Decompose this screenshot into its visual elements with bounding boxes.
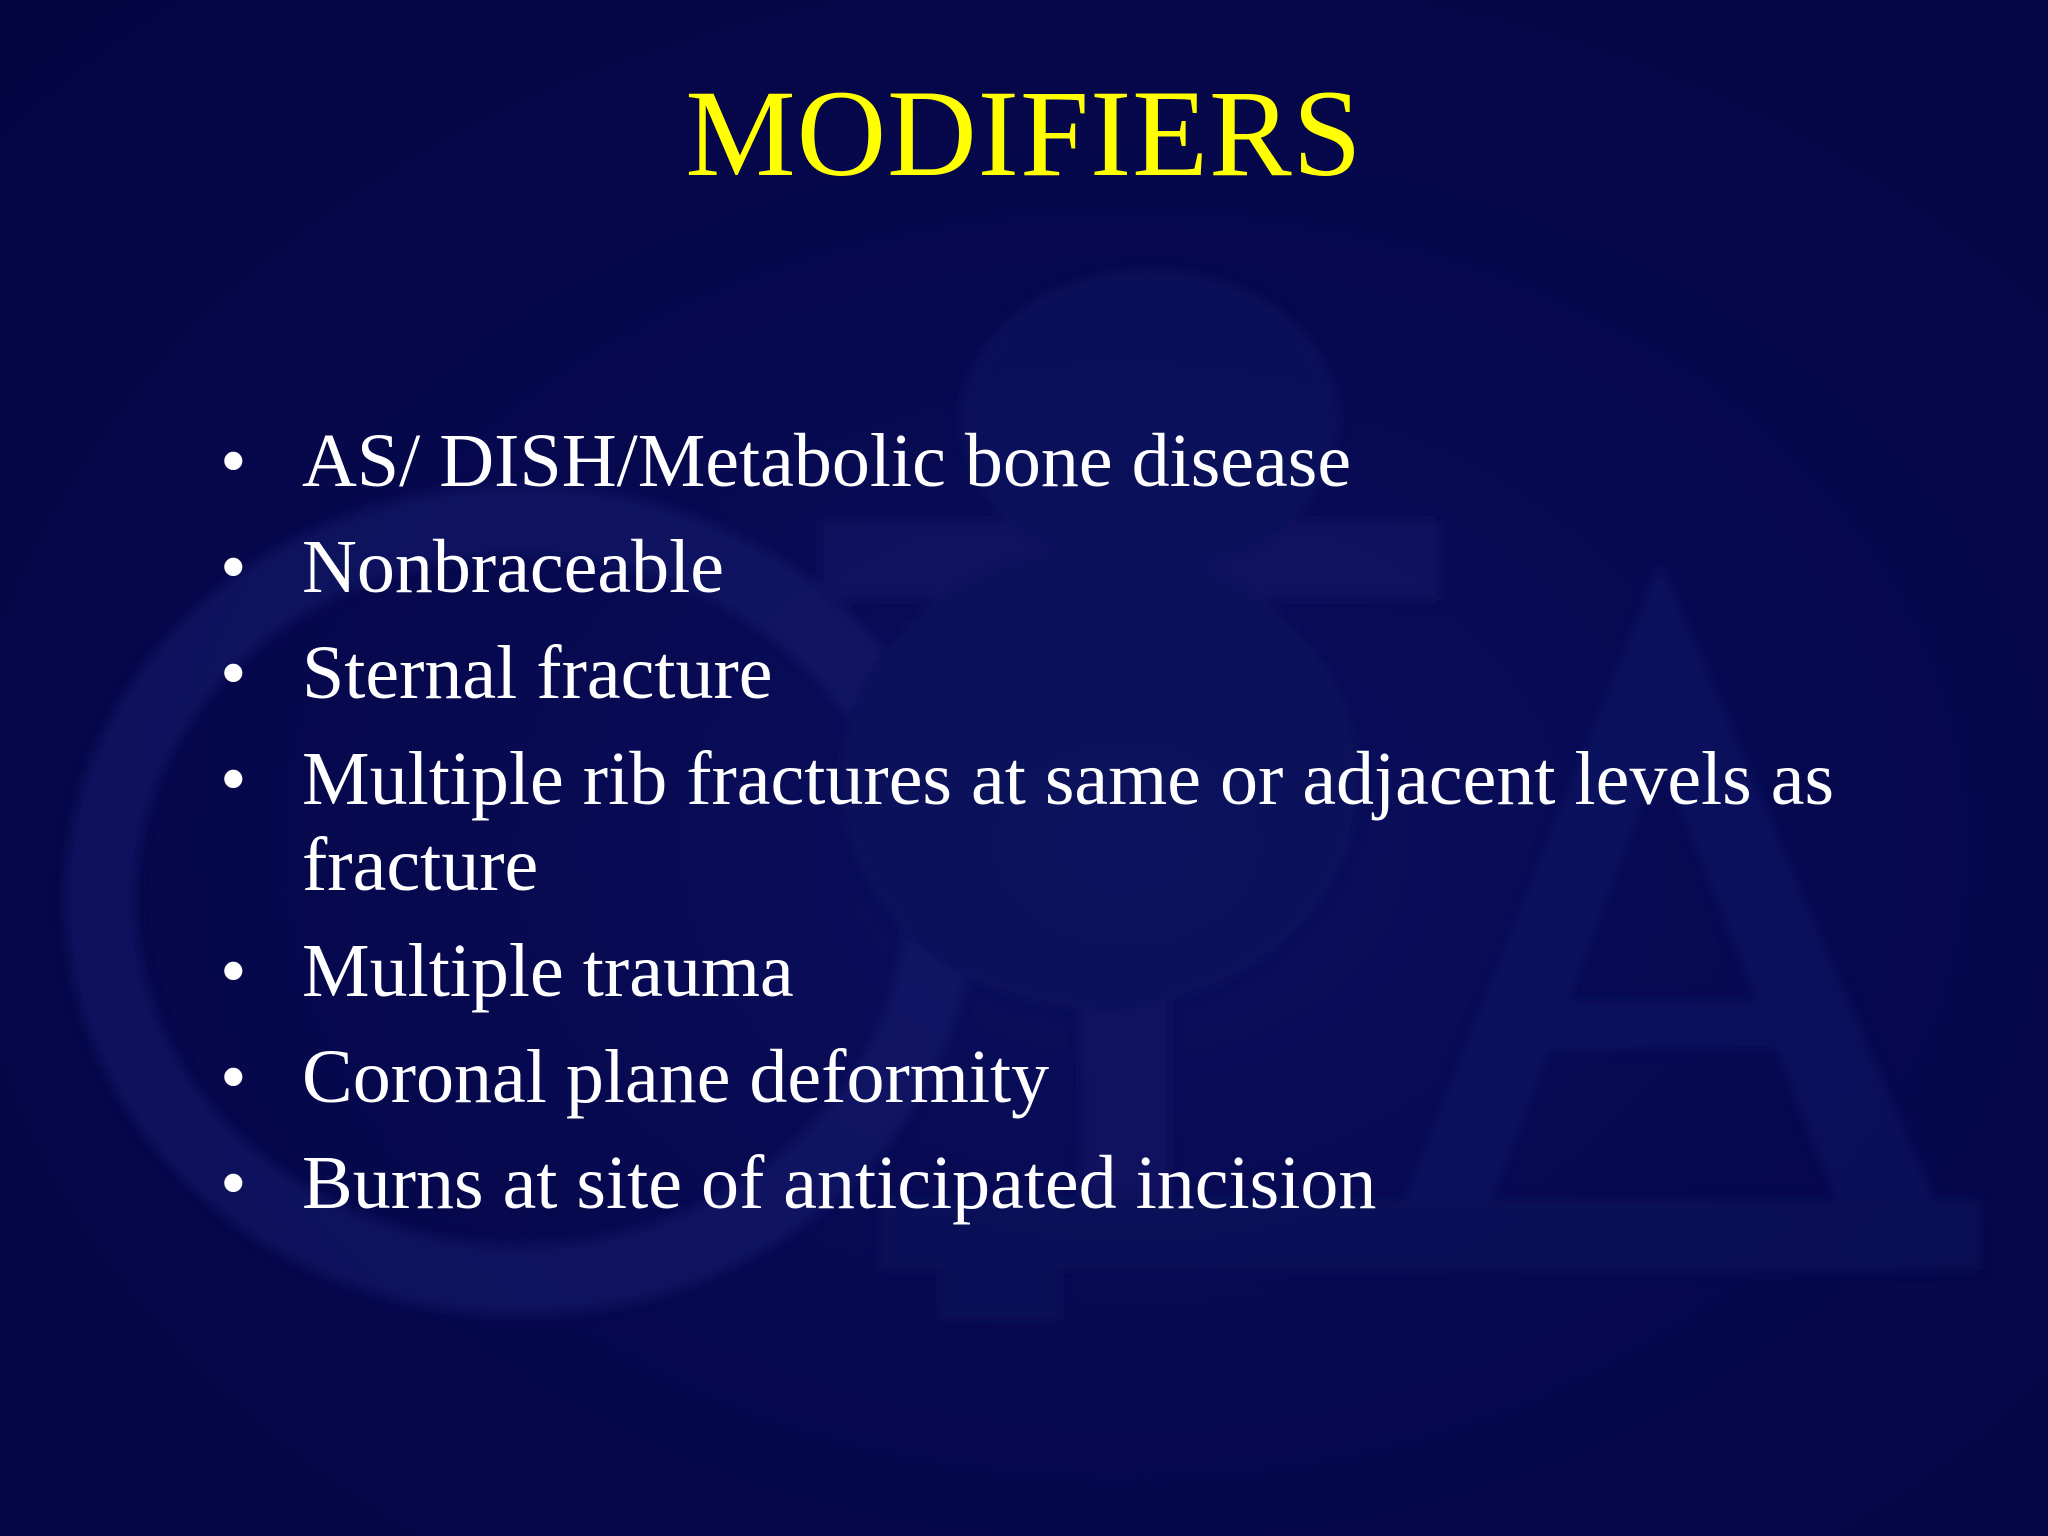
bullet-item	[220, 928, 1980, 1014]
bullet-item	[220, 630, 1980, 716]
bullet-dot: •	[220, 1141, 247, 1225]
bullet-dot: •	[220, 525, 247, 609]
bullet-text: Burns at site of anticipated incision	[302, 1141, 1377, 1225]
bullet-text: AS/ DISH/Metabolic bone disease	[302, 419, 1352, 503]
bullet-text: Multiple rib fractures at same or adjacent levels as fracture	[302, 737, 1835, 907]
bullet-list	[220, 418, 1980, 1246]
bullet-item	[220, 524, 1980, 610]
bullet-dot: •	[220, 737, 247, 821]
bullet-item	[220, 1140, 1980, 1226]
bullet-dot: •	[220, 929, 247, 1013]
bullet-text: Coronal plane deformity	[302, 1035, 1050, 1119]
bullet-item	[220, 418, 1980, 504]
bullet-text: Sternal fracture	[302, 631, 773, 715]
bullet-item	[220, 736, 1980, 908]
bullet-item	[220, 1034, 1980, 1120]
slide-title: MODIFIERS	[685, 65, 1363, 202]
bullet-dot: •	[220, 1035, 247, 1119]
bullet-text: Nonbraceable	[302, 525, 724, 609]
bullet-dot: •	[220, 631, 247, 715]
bullet-text: Multiple trauma	[302, 929, 794, 1013]
bullet-dot: •	[220, 419, 247, 503]
